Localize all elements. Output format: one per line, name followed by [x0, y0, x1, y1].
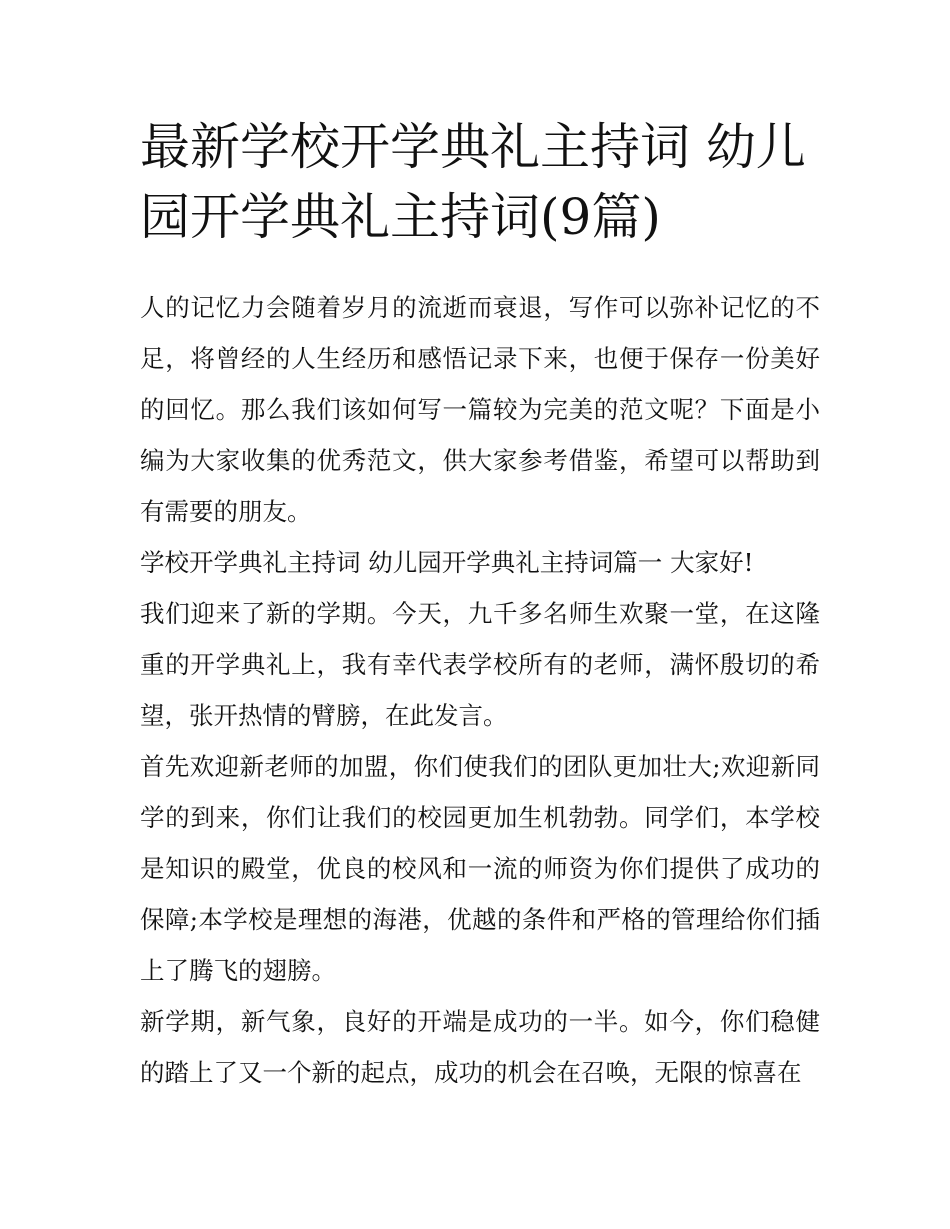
document-title: 最新学校开学典礼主持词 幼儿园开学典礼主持词(9篇) — [140, 118, 806, 246]
document-body — [140, 282, 820, 1098]
body-paragraph: 新学期，新气象，良好的开端是成功的一半。如今，你们稳健的踏上了又一个新的起点，成功的机会在召唤，无限的惊喜在 — [140, 1007, 820, 1087]
section-heading-paragraph: 学校开学典礼主持词 幼儿园开学典礼主持词篇一 大家好! — [140, 548, 754, 577]
body-paragraph: 我们迎来了新的学期。今天，九千多名师生欢聚一堂，在这隆重的开学典礼上，我有幸代表学校所有的老师，满怀殷切的希望，张开热情的臂膀，在此发言。 — [140, 599, 820, 730]
intro-paragraph: 人的记忆力会随着岁月的流逝而衰退，写作可以弥补记忆的不足，将曾经的人生经历和感悟记录下来，也便于保存一份美好的回忆。那么我们该如何写一篇较为完美的范文呢？下面是小编为大家收集的优秀范文，供大家参考借鉴，希望可以帮助到有需要的朋友。 — [140, 293, 820, 526]
body-paragraph: 首先欢迎新老师的加盟，你们使我们的团队更加壮大;欢迎新同学的到来，你们让我们的校园更加生机勃勃。同学们，本学校是知识的殿堂，优良的校风和一流的师资为你们提供了成功的保障;本学校是理想的海港，优越的条件和严格的管理给你们插上了腾飞的翅膀。 — [140, 752, 820, 985]
